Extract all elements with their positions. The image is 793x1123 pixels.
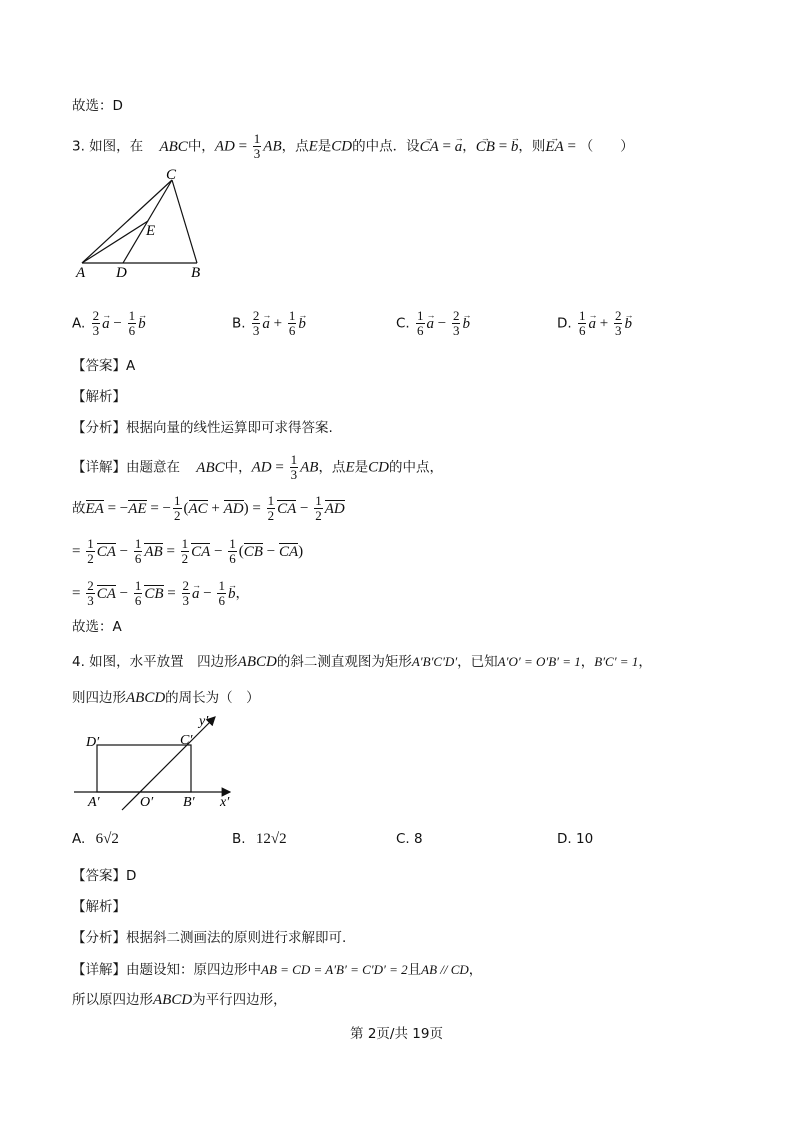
q3-detail-line1: 【详解】由题意在 ABC中，AD = $\frac{1}{3}$ AB，点E是CD的中点， [72,452,443,482]
q4-option-b[interactable]: B. 12√2 [232,831,287,847]
q4-option-d[interactable]: D. 10 [557,831,594,847]
q3-stem: 3. 如图，在 ABC中，AD = $\frac{1}{3}$ AB，点E是CD的中点．设→ CA = → a，→ CB = → b，则→ EA = （ ） [72,132,634,161]
q4-detail-2: 所以原四边形ABCD为平行四边形， [72,992,287,1008]
q3-option-c[interactable]: C. $\frac{1}{6}$ → a − $\frac{2}{3}$ → b [396,309,470,338]
q3-analysis: 【分析】根据向量的线性运算即可求得答案. [72,420,333,436]
q4-analysis: 【分析】根据斜二测画法的原则进行求解即可. [72,930,347,946]
prev-answer: 故选：D [72,98,123,114]
label-b: B [191,265,201,280]
rectangle-abcd [97,745,191,792]
q4-option-a[interactable]: A. 6√2 [72,831,119,847]
label-c: C [166,167,177,183]
side-ac [82,180,172,263]
triangle-figure [72,165,212,280]
q3-option-d[interactable]: D. $\frac{1}{6}$ → a + $\frac{2}{3}$ → b [557,309,632,338]
q4-option-c[interactable]: C. 8 [396,831,423,847]
q4-stem-line2: 则四边形ABCD的周长为（ ） [72,690,260,706]
q3-derivation-3: = $\frac{2}{3}$ CA − $\frac{1}{6}$ CB = $\frac{2}{3}$ → a − $\frac{1}{6}$ → b， [72,579,249,608]
label-o-prime: O′ [140,795,154,810]
q3-option-a[interactable]: A. $\frac{2}{3}$ → a − $\frac{1}{6}$ → b [72,309,146,338]
q3-conclusion: 故选：A [72,619,122,635]
label-y-prime: y′ [199,714,209,729]
q3-derivation-2: = $\frac{1}{2}$ CA − $\frac{1}{6}$ AB = $\frac{1}{2}$ CA − $\frac{1}{6}$ (CB − CA) [72,536,304,566]
label-b-prime: B′ [183,795,195,810]
side-bc [172,180,197,263]
q4-answer: 【答案】D [72,868,137,884]
q4-detail: 【详解】由题设知：原四边形中AB = CD = A′B′ = C′D′ = 2且AB // CD， [72,962,483,978]
segment-ae [82,221,148,263]
q3-number: 3. 如图，在 [72,138,144,155]
q4-stem-line1: 4. 如图，水平放置 四边形ABCD的斜二测直观图为矩形A′B′C′D′，已知A′O′ = O′B′ = 1，B′C′ = 1， [72,654,652,670]
label-a-prime: A′ [88,795,100,810]
label-d-prime: D′ [86,735,100,750]
label-x-prime: x′ [220,795,230,810]
q3-option-b[interactable]: B. $\frac{2}{3}$ → a + $\frac{1}{6}$ → b [232,309,306,338]
label-c-prime: C′ [180,733,193,748]
y-axis [122,717,215,810]
q4-analysis-head: 【解析】 [72,899,126,915]
q3-derivation-1: 故EA = −AE = − $\frac{1}{2}$ (AC + AD) = $\frac{1}{2}$ CA − $\frac{1}{2}$ AD [72,493,345,523]
q3-analysis-head: 【解析】 [72,389,126,405]
oblique-figure [72,712,237,812]
q3-answer: 【答案】A [72,358,136,374]
label-d: D [116,265,127,280]
page-footer: 第 2页/共 19页 [350,1026,443,1042]
label-a: A [76,265,86,280]
label-e: E [146,223,156,239]
